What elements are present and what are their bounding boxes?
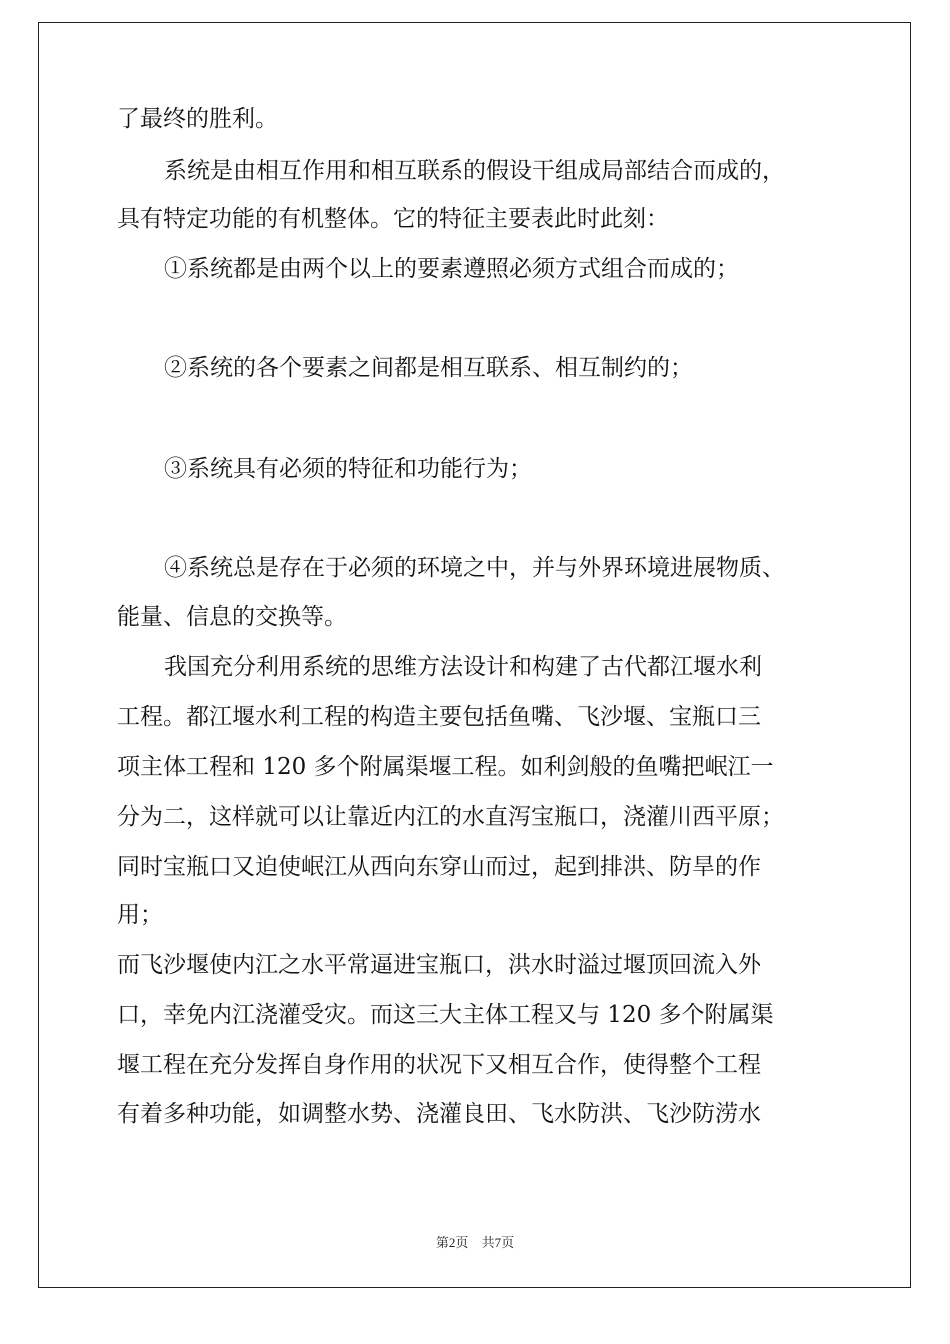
text-line: 分为二，这样就可以让靠近内江的水直泻宝瓶口，浇灌川西平原； (117, 804, 784, 830)
text-line: 了最终的胜利。 (117, 106, 278, 132)
text-line: 堰工程在充分发挥自身作用的状况下又相互合作，使得整个工程 (117, 1052, 761, 1078)
text-line: 具有特定功能的有机整体。它的特征主要表此时此刻： (117, 206, 669, 232)
page-number: 第2页 (435, 1235, 469, 1250)
text-line: 能量、信息的交换等。 (117, 604, 347, 630)
text-line: 系统是由相互作用和相互联系的假设干组成局部结合而成的， (164, 158, 785, 184)
text-line: 口，幸免内江浇灌受灾。而这三大主体工程又与 120 多个附属渠 (117, 1002, 774, 1028)
text-line: ④系统总是存在于必须的环境之中，并与外界环境进展物质、 (164, 555, 785, 581)
text-line: 我国充分利用系统的思维方法设计和构建了古代都江堰水利 (164, 654, 762, 680)
page-footer (0, 1232, 950, 1251)
text-line: 工程。都江堰水利工程的构造主要包括鱼嘴、飞沙堰、宝瓶口三 (117, 704, 761, 730)
text-line: ③系统具有必须的特征和功能行为； (164, 456, 532, 482)
text-line: ①系统都是由两个以上的要素遵照必须方式组合而成的； (164, 256, 739, 282)
text-line: 有着多种功能，如调整水势、浇灌良田、飞水防洪、飞沙防涝水 (117, 1101, 761, 1127)
page-total: 共7页 (481, 1235, 515, 1250)
text-line: 项主体工程和 120 多个附属渠堰工程。如利剑般的鱼嘴把岷江一 (117, 754, 774, 780)
text-line: ②系统的各个要素之间都是相互联系、相互制约的； (164, 355, 693, 381)
text-line: 用； (117, 902, 163, 928)
text-line: 同时宝瓶口又迫使岷江从西向东穿山而过，起到排洪、防旱的作 (117, 854, 761, 880)
text-line: 而飞沙堰使内江之水平常逼进宝瓶口，洪水时溢过堰顶回流入外 (117, 952, 761, 978)
